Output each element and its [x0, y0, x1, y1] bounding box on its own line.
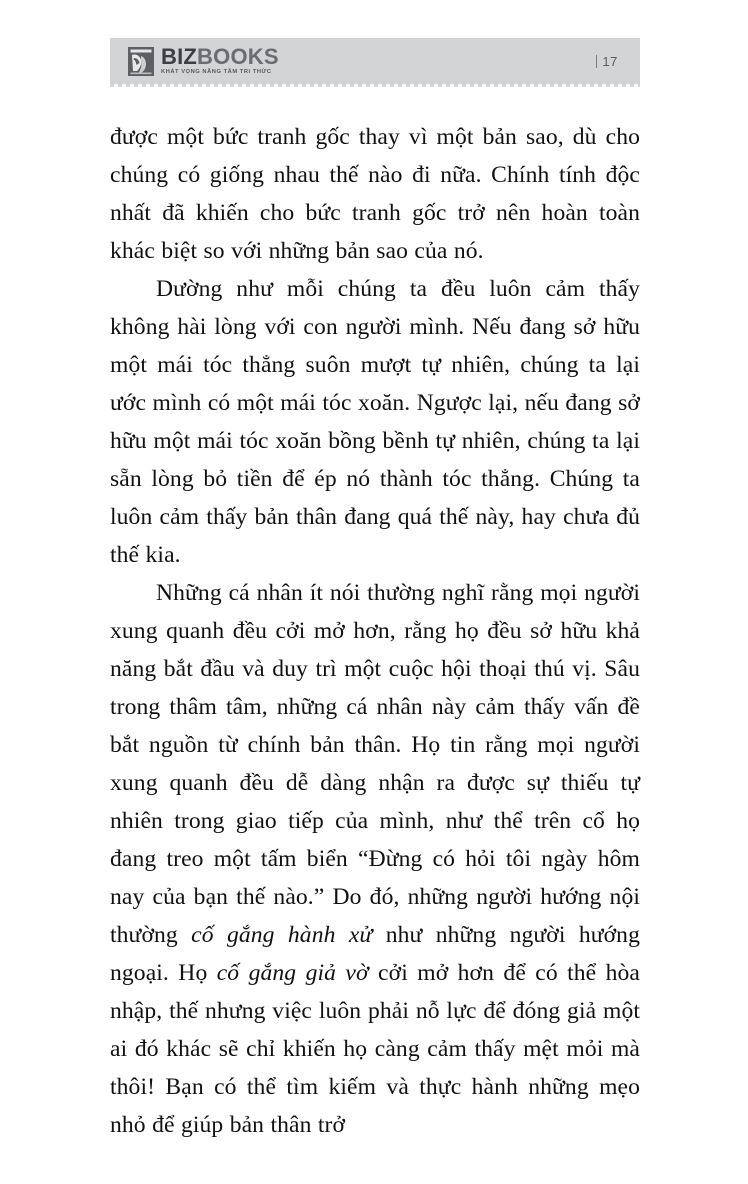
paragraph-3-emphasis-1: cố gắng hành xử	[191, 922, 373, 948]
folio-divider-icon	[596, 55, 597, 68]
brand-tagline: KHÁT VỌNG NÂNG TẦM TRI THỨC	[161, 69, 272, 76]
paragraph-3	[110, 574, 640, 1144]
book-figure-logo-icon	[128, 47, 154, 76]
page-number-value: 17	[602, 53, 618, 69]
paragraph-3-emphasis-2: cố gắng giả vờ	[216, 960, 369, 986]
brand-wordmark	[161, 43, 279, 76]
paragraph-3-part-2: như những người hướng ngoại. Họ	[110, 922, 640, 986]
page-number	[596, 54, 640, 69]
paragraph-1: được một bức tranh gốc thay vì một bản sao, dù cho chúng có giống nhau thế nào đi nữa. Chính tính độc nhất đã khiến cho bức tranh gốc trở nên hoàn toàn khác biệt so với những bản sao của nó.	[110, 124, 640, 264]
paragraph-3-part-3: cởi mở hơn để có thể hòa nhập, thế nhưng việc luôn phải nỗ lực để đóng giả một ai đó khác sẽ chỉ khiến họ càng cảm thấy mệt mỏi mà thôi! Bạn có thể tìm kiếm và thực hành những mẹo nhỏ để giúp bản thân trở	[110, 960, 641, 1138]
brand-logo	[110, 43, 279, 76]
paragraph-2: Dường như mỗi chúng ta đều luôn cảm thấy không hài lòng với con người mình. Nếu đang sở hữu một mái tóc thẳng suôn mượt tự nhiên, chúng ta lại ước mình có một mái tóc xoăn. Ngược lại, nếu đang sở hữu một mái tóc xoăn bồng bềnh tự nhiên, chúng ta lại sẵn lòng bỏ tiền để ép nó thành tóc thẳng. Chúng ta luôn cảm thấy bản thân đang quá thế này, hay chưa đủ thế kia.	[110, 276, 640, 568]
brand-title	[161, 43, 279, 69]
paragraph-3-part-1: Những cá nhân ít nói thường nghĩ rằng mọi người xung quanh đều cởi mở hơn, rằng họ đều sở hữu khả năng bắt đầu và duy trì một cuộc hội thoại thú vị. Sâu trong thâm tâm, những cá nhân này cảm thấy vấn đề bắt nguồn từ chính bản thân. Họ tin rằng mọi người xung quanh đều dễ dàng nhận ra được sự thiếu tự nhiên trong giao tiếp của mình, như thể trên cổ họ đang treo một tấm biển “Đừng có hỏi tôi ngày hôm nay của bạn thế nào.” Do đó, những người hướng nội thường	[110, 580, 640, 948]
brand-title-books: BOOKS	[197, 43, 279, 69]
page-header-band	[110, 38, 640, 84]
brand-title-biz: BIZ	[161, 43, 198, 69]
page-body-text	[110, 118, 640, 1144]
